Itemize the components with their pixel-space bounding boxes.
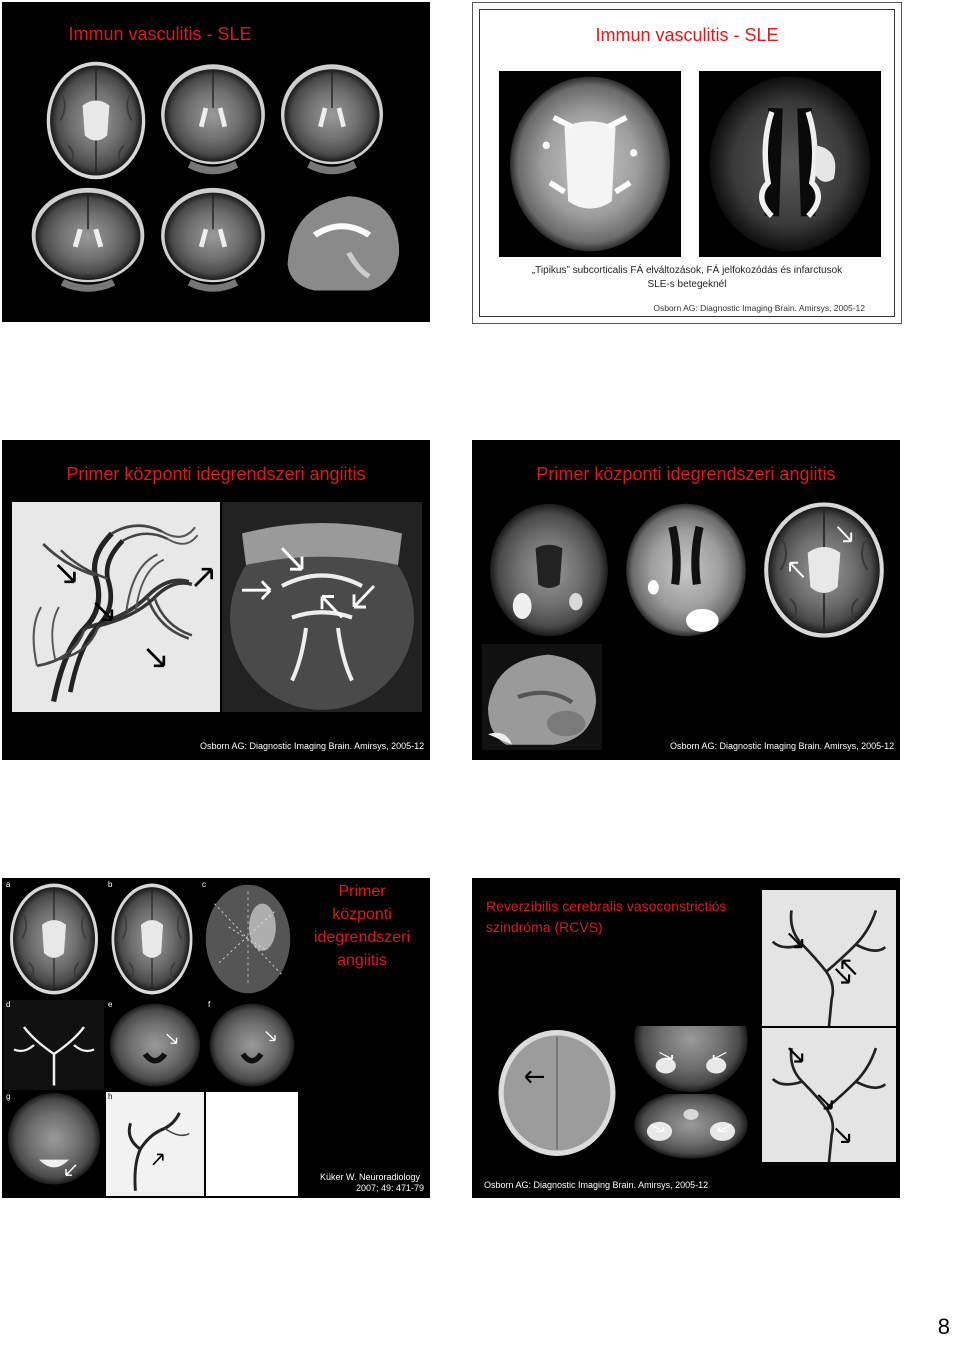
slide-title <box>302 880 422 972</box>
image-panel-c <box>200 880 296 998</box>
axial-dwi-image <box>482 498 616 642</box>
title-line: központi <box>332 906 392 923</box>
image-panel-g <box>4 1092 104 1196</box>
title-line: angiitis <box>337 952 387 969</box>
title-line-2: szindróma (RCVS) <box>486 919 603 935</box>
image-panel-b <box>106 880 198 998</box>
panel-label: g <box>6 1092 11 1101</box>
panel-label: b <box>108 880 113 889</box>
axial-flair-image <box>628 1026 754 1092</box>
source-credit-line-2: 2007; 49: 471-79 <box>356 1183 425 1193</box>
image-panel-f <box>206 1000 298 1090</box>
coronal-flair-image-3 <box>154 182 272 300</box>
axial-flair-infarct-image <box>699 71 881 257</box>
slide-sle-subcortical <box>472 2 902 324</box>
image-caption-line-1: „Tipikus” subcorticalis FÁ elváltozások, FÁ jelfokozódás és infarctusok <box>531 265 843 276</box>
panel-label: h <box>108 1092 113 1101</box>
slide-title: Immun vasculitis - SLE <box>68 24 252 44</box>
axial-t2-lesions-image <box>499 71 681 257</box>
slide-pacns-angio <box>2 440 430 760</box>
source-credit: Osborn AG: Diagnostic Imaging Brain. Amirsys, 2005-12 <box>653 303 865 313</box>
slide-sle-mri-grid <box>2 2 430 322</box>
image-caption-line-2: SLE-s betegeknél <box>647 279 727 290</box>
catheter-angiogram-image <box>12 502 220 712</box>
title-line-1: Reverzíbilis cerebralis vasoconstrictiós <box>486 898 727 914</box>
slide-title: Primer központi idegrendszeri angiitis <box>66 464 366 484</box>
panel-label: c <box>202 880 206 889</box>
sagittal-t1-image <box>274 182 410 300</box>
source-credit: Osborn AG: Diagnostic Imaging Brain. Amirsys, 2005-12 <box>484 1180 709 1190</box>
axial-t2-image <box>40 58 152 183</box>
angiogram-image-1 <box>762 890 896 1026</box>
slide-title <box>486 896 726 938</box>
panel-label: d <box>6 1000 11 1009</box>
slide-rcvs <box>472 878 900 1198</box>
axial-ct-image <box>492 1026 622 1160</box>
panel-label: a <box>6 880 11 889</box>
image-panel-a <box>4 880 104 998</box>
panel-label: e <box>108 1000 113 1009</box>
source-credit: Osborn AG: Diagnostic Imaging Brain. Amirsys, 2005-12 <box>200 741 425 751</box>
coronal-flair-image-2 <box>274 58 390 183</box>
slide-title: Immun vasculitis - SLE <box>595 25 779 45</box>
slide-title: Primer központi idegrendszeri angiitis <box>536 464 836 484</box>
slide-pacns-mri <box>472 440 900 760</box>
image-panel-e <box>106 1000 204 1090</box>
title-line: idegrendszeri <box>313 929 411 946</box>
sagittal-post-contrast-image <box>482 644 602 750</box>
coronal-t2-image <box>24 182 152 300</box>
source-credit-line-1: Küker W. Neuroradiology <box>320 1172 421 1182</box>
axial-flair-image <box>618 498 754 642</box>
coronal-flair-image-1 <box>154 58 272 183</box>
page-number: 8 <box>937 1314 950 1339</box>
panel-label: f <box>208 1000 211 1009</box>
blank-panel <box>206 1092 298 1196</box>
source-credit: Osborn AG: Diagnostic Imaging Brain. Amirsys, 2005-12 <box>670 741 895 751</box>
axial-t2-image <box>756 498 892 642</box>
angiogram-image-2 <box>762 1028 896 1162</box>
image-panel-h <box>106 1092 204 1196</box>
image-panel-d <box>4 1000 104 1090</box>
mra-mip-image <box>222 502 422 712</box>
axial-flair-posterior-image <box>628 1094 754 1162</box>
slide-pacns-kuker <box>2 878 430 1198</box>
title-line: Primer <box>338 883 386 900</box>
